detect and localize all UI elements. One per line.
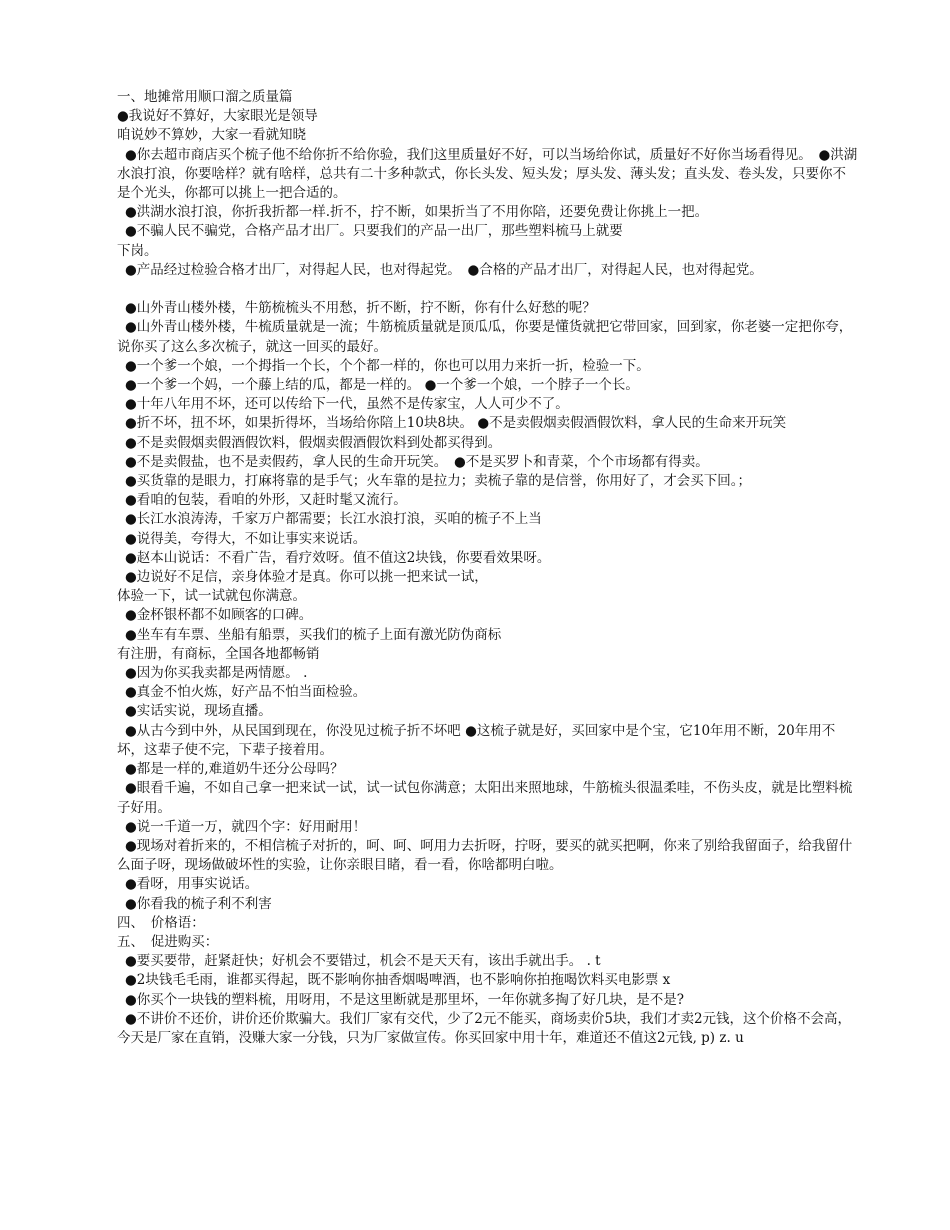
paragraph: ●你去超市商店买个梳子他不给你折不给你验，我们这里质量好不好，可以当场给你试，质量好不好你当场看得见。 ●洪湖水浪打浪，你要啥样？就有啥样，总共有二十多种款式，你长头发、短头发；厚头发、薄头发；直头发、卷头发，只要你不是个光头，你都可以挑上一把合适的。 bbox=[117, 146, 858, 202]
paragraph: ●不骗人民不骗党，合格产品才出厂。只要我们的产品一出厂，那些塑料梳马上就要 bbox=[125, 223, 623, 240]
paragraph: ●现场对着折来的，不相信梳子对折的，呵、呵、呵用力去折呀，拧呀，要买的就买把啊，你来了别给我留面子，给我留什么面子呀，现场做破坏性的实验，让你亲眼目睹，看一看，你啥都明白啦。 bbox=[117, 837, 853, 874]
blank-line bbox=[117, 280, 858, 299]
paragraph: ●山外青山楼外楼，牛筋梳梳头不用愁，折不断，拧不断，你有什么好愁的呢？ bbox=[125, 300, 596, 317]
paragraph: ●坐车有车票、坐船有船票，买我们的梳子上面有激光防伪商标 bbox=[125, 626, 502, 643]
paragraph: ●不讲价不还价，讲价还价欺骗大。我们厂家有交代，少了2元不能买，商场卖价5块，我们才卖2元钱，这个价格不会高，今天是厂家在直销，没赚大家一分钱，只为厂家做宣传。你买回家中用十年，难道还不值这2元钱, p) z. u bbox=[117, 1010, 852, 1046]
paragraph: ●看呀，用事实说话。 bbox=[125, 876, 259, 893]
paragraph: ●都是一样的,难道奶牛还分公母吗？ bbox=[125, 761, 344, 778]
paragraph: ●说一千道一万，就四个字：好用耐用！ bbox=[125, 818, 367, 835]
paragraph: ●一个爹一个妈，一个藤上结的瓜，都是一样的。 ●一个爹一个娘，一个脖子一个长。 bbox=[125, 377, 639, 394]
paragraph: ●说得美，夸得大，不如让事实来说话。 bbox=[125, 530, 367, 547]
paragraph: ●2块钱毛毛雨，谁都买得起，既不影响你抽香烟喝啤酒，也不影响你拍拖喝饮料买电影票 x bbox=[125, 972, 671, 989]
paragraph: ●一个爹一个娘，一个拇指一个长，个个都一样的，你也可以用力来折一折，检验一下。 bbox=[125, 357, 650, 374]
paragraph: ●不是卖假盐，也不是卖假药，拿人民的生命开玩笑。 ●不是买罗卜和青菜，个个市场都有得卖。 bbox=[125, 453, 709, 470]
paragraph: ●要买要带，赶紧赶快；好机会不要错过，机会不是天天有，该出手就出手。 . t bbox=[125, 953, 601, 970]
paragraph: ●实话实说，现场直播。 bbox=[125, 703, 272, 720]
paragraph: ●我说好不算好，大家眼光是领导 bbox=[117, 108, 318, 125]
paragraph: ●买货靠的是眼力，打麻将靠的是手气；火车靠的是拉力；卖梳子靠的是信誉，你用好了，才会买下回。； bbox=[125, 473, 752, 490]
section-heading: 五、 促进购买： bbox=[117, 933, 219, 950]
paragraph: 下岗。 bbox=[117, 242, 158, 259]
paragraph: ●因为你买我卖都是两情愿。 . bbox=[125, 665, 308, 682]
paragraph: ●真金不怕火炼，好产品不怕当面检验。 bbox=[125, 684, 367, 701]
paragraph: ●你看我的梳子利不利害 bbox=[125, 895, 272, 912]
paragraph: ●看咱的包装，看咱的外形，又赶时髦又流行。 bbox=[125, 492, 407, 509]
paragraph: ●从古今到中外，从民国到现在，你没见过梳子折不坏吧 ●这梳子就是好，买回家中是个宝，它10年用不断，20年用不坏，这辈子使不完，下辈子接着用。 bbox=[117, 722, 836, 758]
section-heading: 一、地摊常用顺口溜之质量篇 bbox=[117, 89, 293, 105]
paragraph: 体验一下，试一试就包你满意。 bbox=[117, 588, 306, 605]
paragraph: ●山外青山楼外楼，牛梳质量就是一流；牛筋梳质量就是顶瓜瓜，你要是懂货就把它带回家，回到家，你老婆一定把你夸， bbox=[125, 319, 853, 336]
paragraph: ●产品经过检验合格才出厂，对得起人民，也对得起党。 ●合格的产品才出厂，对得起人民，也对得起党。 bbox=[125, 261, 763, 278]
paragraph: ●长江水浪涛涛，千家万户都需要；长江水浪打浪，买咱的梳子不上当 bbox=[125, 511, 542, 528]
section-heading: 四、 价格语： bbox=[117, 914, 205, 931]
paragraph: 咱说妙不算妙，大家一看就知晓 bbox=[117, 127, 306, 144]
paragraph: ●金杯银杯都不如顾客的口碑。 bbox=[125, 607, 313, 624]
paragraph: ●你买个一块钱的塑料梳，用呀用，不是这里断就是那里坏，一年你就多掏了好几块，是不是? bbox=[125, 991, 685, 1008]
paragraph: ●洪湖水浪打浪，你折我折都一样.折不，拧不断，如果折当了不用你陪，还要免费让你挑上一把。 bbox=[125, 204, 709, 221]
paragraph: ●眼看千遍，不如自己拿一把来试一试，试一试包你满意；太阳出来照地球，牛筋梳头很温柔哇，不伤头皮，就是比塑料梳子好用。 bbox=[117, 780, 853, 816]
paragraph: 说你买了这么多次梳子，就这一回买的最好。 bbox=[117, 338, 387, 355]
paragraph: ●赵本山说话：不看广告，看疗效呀。值不值这2块钱，你要看效果呀。 bbox=[125, 549, 551, 566]
paragraph: ●十年八年用不坏，还可以传给下一代，虽然不是传家宝，人人可少不了。 bbox=[125, 396, 569, 413]
paragraph: 有注册，有商标，全国各地都畅销 bbox=[117, 645, 320, 662]
paragraph: ●边说好不足信，亲身体验才是真。你可以挑一把来试一试， bbox=[125, 569, 488, 586]
paragraph: ●不是卖假烟卖假酒假饮料，假烟卖假酒假饮料到处都买得到。 bbox=[125, 434, 502, 451]
paragraph: ●折不坏，扭不坏，如果折得坏，当场给你陪上10块8块。 ●不是卖假烟卖假酒假饮料，拿人民的生命来开玩笑 bbox=[125, 415, 787, 432]
